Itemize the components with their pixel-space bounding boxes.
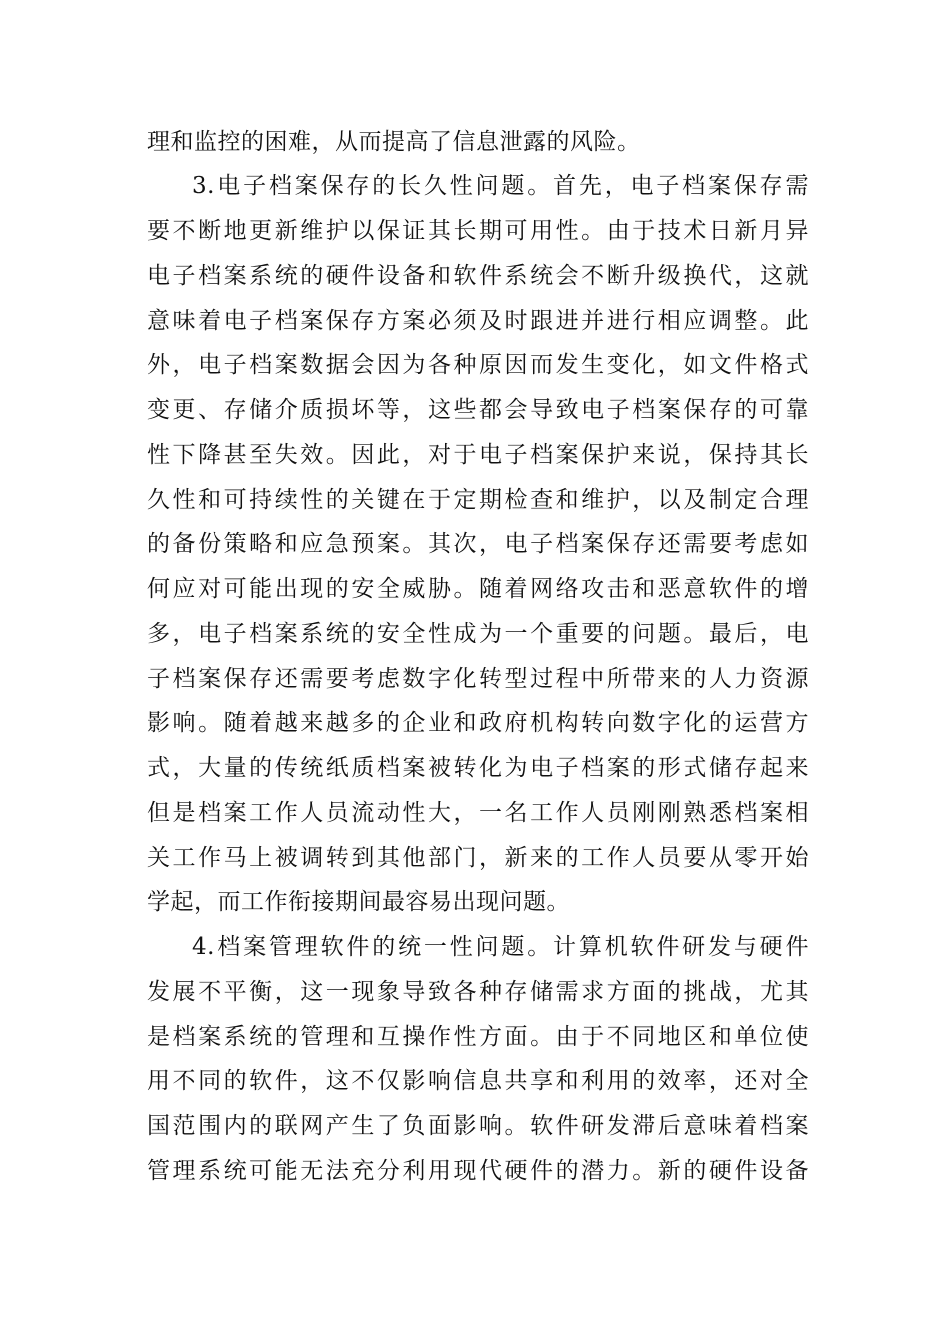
text-line: 变更、存储介质损坏等，这些都会导致电子档案保存的可靠: [147, 397, 809, 423]
text-line: 国范围内的联网产生了负面影响。软件研发滞后意味着档案: [147, 1113, 809, 1139]
text-line: 用不同的软件，这不仅影响信息共享和利用的效率，还对全: [147, 1068, 809, 1094]
text-line: 影响。随着越来越多的企业和政府机构转向数字化的运营方: [147, 710, 809, 736]
text-line: 3.电子档案保存的长久性问题。首先，电子档案保存需: [192, 173, 809, 199]
text-line: 久性和可持续性的关键在于定期检查和维护，以及制定合理: [147, 487, 809, 513]
text-line: 学起，而工作衔接期间最容易出现问题。: [147, 889, 570, 915]
text-line: 4.档案管理软件的统一性问题。计算机软件研发与硬件: [192, 934, 809, 960]
text-line: 关工作马上被调转到其他部门，新来的工作人员要从零开始: [147, 845, 809, 871]
text-line: 意味着电子档案保存方案必须及时跟进并进行相应调整。此: [147, 308, 809, 334]
text-line: 多，电子档案系统的安全性成为一个重要的问题。最后，电: [147, 621, 809, 647]
text-line: 但是档案工作人员流动性大，一名工作人员刚刚熟悉档案相: [147, 800, 809, 826]
text-line: 电子档案系统的硬件设备和软件系统会不断升级换代，这就: [147, 263, 809, 289]
text-line: 式，大量的传统纸质档案被转化为电子档案的形式储存起来: [147, 755, 809, 781]
text-line: 要不断地更新维护以保证其长期可用性。由于技术日新月异: [147, 218, 809, 244]
text-line: 理和监控的困难，从而提高了信息泄露的风险。: [147, 129, 641, 155]
text-line: 子档案保存还需要考虑数字化转型过程中所带来的人力资源: [147, 666, 809, 692]
text-line: 外，电子档案数据会因为各种原因而发生变化，如文件格式: [147, 352, 809, 378]
text-line: 发展不平衡，这一现象导致各种存储需求方面的挑战，尤其: [147, 979, 809, 1005]
text-line: 管理系统可能无法充分利用现代硬件的潜力。新的硬件设备: [147, 1158, 809, 1184]
text-line: 是档案系统的管理和互操作性方面。由于不同地区和单位使: [147, 1024, 809, 1050]
text-line: 何应对可能出现的安全威胁。随着网络攻击和恶意软件的增: [147, 576, 809, 602]
text-line: 性下降甚至失效。因此，对于电子档案保护来说，保持其长: [147, 442, 809, 468]
text-line: 的备份策略和应急预案。其次，电子档案保存还需要考虑如: [147, 531, 809, 557]
